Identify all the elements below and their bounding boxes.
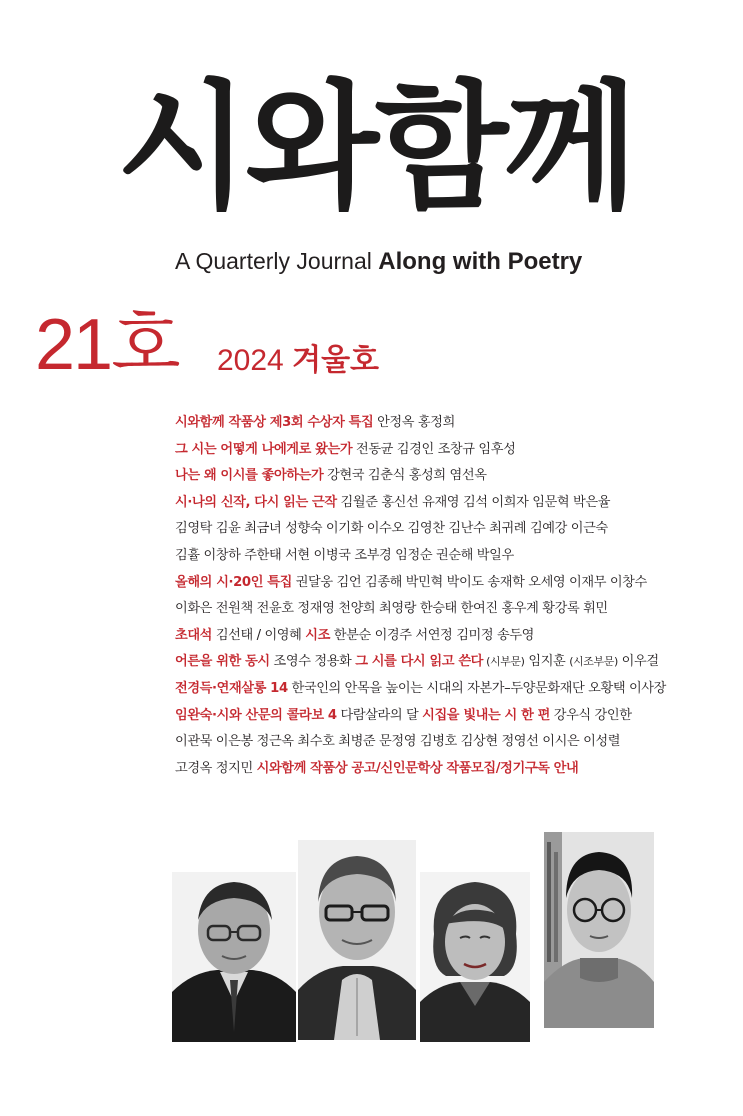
contributor-names: 다람살라의 달	[336, 707, 423, 723]
contents-line	[175, 410, 665, 437]
issue-number: 21호	[35, 305, 179, 385]
contributor-names: 김월준 홍신선 유재영 김석 이희자 임문혁 박은율	[336, 494, 611, 510]
contents-line	[175, 703, 665, 730]
issue-season-label	[217, 335, 379, 379]
contributor-names: 안정옥 홍정희	[373, 415, 455, 430]
contents-line	[175, 570, 665, 597]
author-photos	[172, 832, 654, 1042]
issue-year: 2024	[217, 344, 284, 377]
section-heading: 나는 왜 이시를 좋아하는가	[175, 468, 324, 484]
contents-line	[175, 596, 665, 623]
contributor-names: 강우식 강인한	[549, 707, 632, 723]
contributor-names: 이우걸	[617, 654, 659, 670]
contributor-names: 고경옥 정지민	[175, 760, 257, 776]
section-heading: 초대석	[175, 627, 213, 643]
section-heading: 전경득·연재살롱 14	[175, 680, 288, 696]
section-heading: 그 시는 어떻게 나에게로 왔는가	[175, 441, 353, 457]
issue-season: 겨울호	[292, 344, 380, 377]
subtitle-bold: Along with Poetry	[378, 248, 583, 275]
contents-line	[175, 729, 665, 756]
journal-subtitle	[175, 248, 635, 276]
section-heading: 임완숙·시와 산문의 콜라보 4	[175, 707, 337, 723]
contents-line	[175, 543, 665, 570]
contributor-names: 이화은 전원책 전윤호 정재영 천양희 최영랑 한승태 한여진 홍우계 황강록 휘민	[175, 601, 608, 617]
section-heading: 시집을 빛내는 시 한 편	[422, 707, 550, 723]
section-heading: 그 시를 다시 읽고 쓴다	[355, 654, 484, 670]
contributor-names: 김휼 이창하 주한태 서현 이병국 조부경 임정순 권순해 박일우	[175, 547, 514, 563]
contributor-names: 강현국 김춘식 홍성희 염선옥	[323, 468, 487, 484]
portrait-man-glasses-hands-clasped	[298, 840, 416, 1040]
contributor-names: 김영탁 김윤 최금녀 성향숙 이기화 이수오 김영찬 김난수 최귀례 김예강 이근숙	[175, 521, 608, 537]
section-heading: 시조	[305, 627, 330, 643]
contributor-names: 한국인의 안목을 높이는 시대의 자본가–두양문화재단 오황택 이사장	[287, 680, 666, 696]
contributor-names: 권달웅 김언 김종해 박민혁 박이도 송재학 오세영 이재무 이창수	[291, 574, 647, 590]
subtitle-light: A Quarterly Journal	[175, 248, 372, 274]
contributor-names: (시부문)	[483, 655, 525, 669]
contents-line	[175, 623, 665, 650]
contributor-names: 조영수 정용화	[269, 654, 356, 670]
contributor-names: 전동균 김경인 조창규 임후성	[352, 441, 516, 457]
contents-line	[175, 676, 665, 703]
contents-line	[175, 516, 665, 543]
contributor-names: 김선태 / 이영혜	[212, 627, 306, 643]
contributor-names: 한분순 이경주 서연정 김미정 송두영	[329, 627, 535, 643]
contents-line	[175, 463, 665, 490]
section-heading: 어른을 위한 동시	[175, 654, 270, 670]
portrait-man-young-glasses	[544, 832, 654, 1028]
section-heading: 올해의 시·20인 특집	[175, 574, 292, 590]
portrait-man-elderly-glasses	[172, 872, 296, 1042]
contributor-names: 이관묵 이은봉 정근옥 최수호 최병준 문정영 김병호 김상현 정영선 이시은 이성렬	[175, 734, 621, 750]
portrait-woman-elderly	[420, 872, 530, 1042]
journal-masthead-title: 시와함께	[116, 67, 634, 228]
contents-line	[175, 756, 665, 783]
contents-line	[175, 490, 665, 517]
contributor-names: (시조부문)	[569, 655, 618, 669]
table-of-contents	[175, 410, 665, 782]
contributor-names: 임지훈	[524, 654, 570, 670]
section-heading: 시·나의 신작, 다시 읽는 근작	[175, 494, 337, 510]
section-heading: 시와함께 작품상 제3회 수상자 특집	[175, 415, 374, 430]
contents-line	[175, 649, 665, 676]
contents-line	[175, 437, 665, 464]
section-heading: 시와함께 작품상 공고/신인문학상 작품모집/정기구독 안내	[256, 760, 579, 776]
